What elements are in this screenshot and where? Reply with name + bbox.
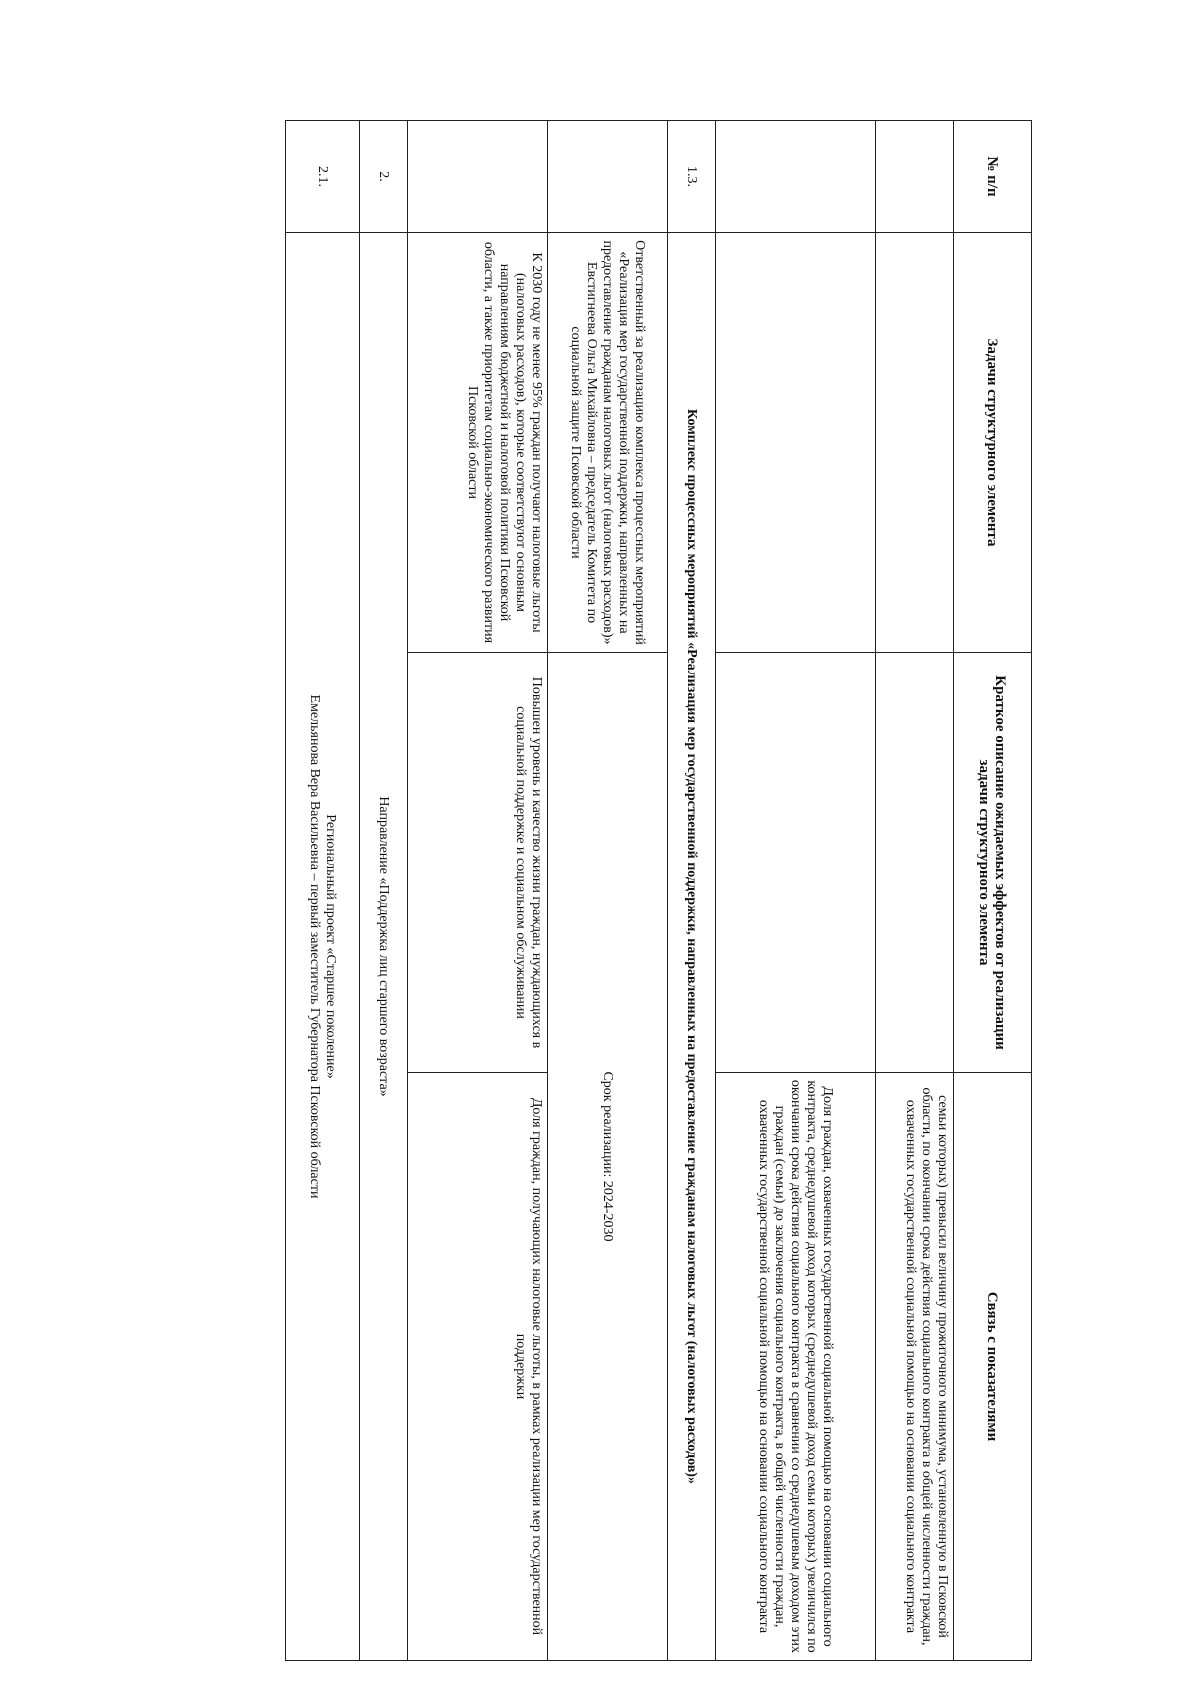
regional-project-cell xyxy=(286,233,360,1661)
table-header-row xyxy=(954,121,1032,1661)
table-row xyxy=(716,121,876,1661)
cell-empty xyxy=(716,233,876,653)
regional-project-curator: Емельянова Вера Васильевна – первый заместитель Губернатора Псковской области xyxy=(307,694,323,1199)
cell-empty xyxy=(408,121,548,233)
header-effects: Краткое описание ожидаемых эффектов от реализации задачи структурного элемента xyxy=(954,653,1032,1073)
header-links: Связь с показателями xyxy=(954,1073,1032,1661)
regional-project-title: Региональный проект «Старшее поколение» xyxy=(323,814,339,1079)
table-row xyxy=(548,121,668,1661)
second-link-cell: Доля граждан, охваченных государственной социальной помощью на основании социального контракта, среднедушевой доход которых (среднедушевой доход семьи которых) увеличился по окончании срока действия социального контракта в сравнении со среднедушевым доходом этих граждан (семьи) до заключения социального контракта, в общей численности граждан, охваченных государственной социальной помощью на основании социального контракта xyxy=(716,1073,876,1661)
cell-empty xyxy=(876,233,954,653)
header-number: № п/п xyxy=(954,121,1032,233)
row-number-2-1-label: 2.1. xyxy=(315,166,331,187)
cell-empty xyxy=(716,653,876,1073)
structural-elements-table xyxy=(285,120,1032,1661)
row-number-2-1 xyxy=(286,121,360,233)
cell-empty xyxy=(548,121,668,233)
table-row xyxy=(408,121,548,1661)
cell-empty xyxy=(876,653,954,1073)
responsible-person: Ответственный за реализацию комплекса процессных мероприятий «Реализация мер государственной поддержки, направленных на предоставление гражданам налоговых льгот (налоговых расходов)» Евстигнеева Ольга Михайловна – председатель Комитета по социальной защите Псковской области xyxy=(548,233,668,653)
table-row xyxy=(286,121,360,1661)
task-description: К 2030 году не менее 95% граждан получают налоговые льготы (налоговых расходов), которые соответствуют основным направлениям бюджетной и налоговой политики Псковской области, а также приоритетам социально-экономического развития Псковской области xyxy=(408,233,548,653)
header-tasks: Задачи структурного элемента xyxy=(954,233,1032,653)
direction-title: Направление «Поддержка лиц старшего возраста» xyxy=(360,233,408,1661)
implementation-period: Срок реализации: 2024-2030 xyxy=(548,653,668,1661)
table-row xyxy=(876,121,954,1661)
row-number-1-3: 1.3. xyxy=(668,121,716,233)
complex-title: Комплекс процессных мероприятий «Реализация мер государственной поддержки, направленных на предоставление гражданам налоговых льгот (налоговых расходов)» xyxy=(668,233,716,1661)
rotated-landscape-sheet xyxy=(132,120,1032,1660)
continuation-link-cell: семьи которых) превысил величину прожиточного минимума, установленную в Псковской области, по окончании срока действия социального контракта в общей численности граждан, охваченных государственной социальной помощью на основании социального контракта xyxy=(876,1073,954,1661)
cell-empty xyxy=(716,121,876,233)
row-number-2: 2. xyxy=(360,121,408,233)
indicator-link: Доля граждан, получающих налоговые льготы, в рамках реализации мер государственной поддержки xyxy=(408,1073,548,1661)
expected-effect: Повышен уровень и качество жизни граждан, нуждающихся в социальной поддержке и социальном обслуживании xyxy=(408,653,548,1073)
cell-empty xyxy=(876,121,954,233)
table-row xyxy=(360,121,408,1661)
table-row xyxy=(668,121,716,1661)
